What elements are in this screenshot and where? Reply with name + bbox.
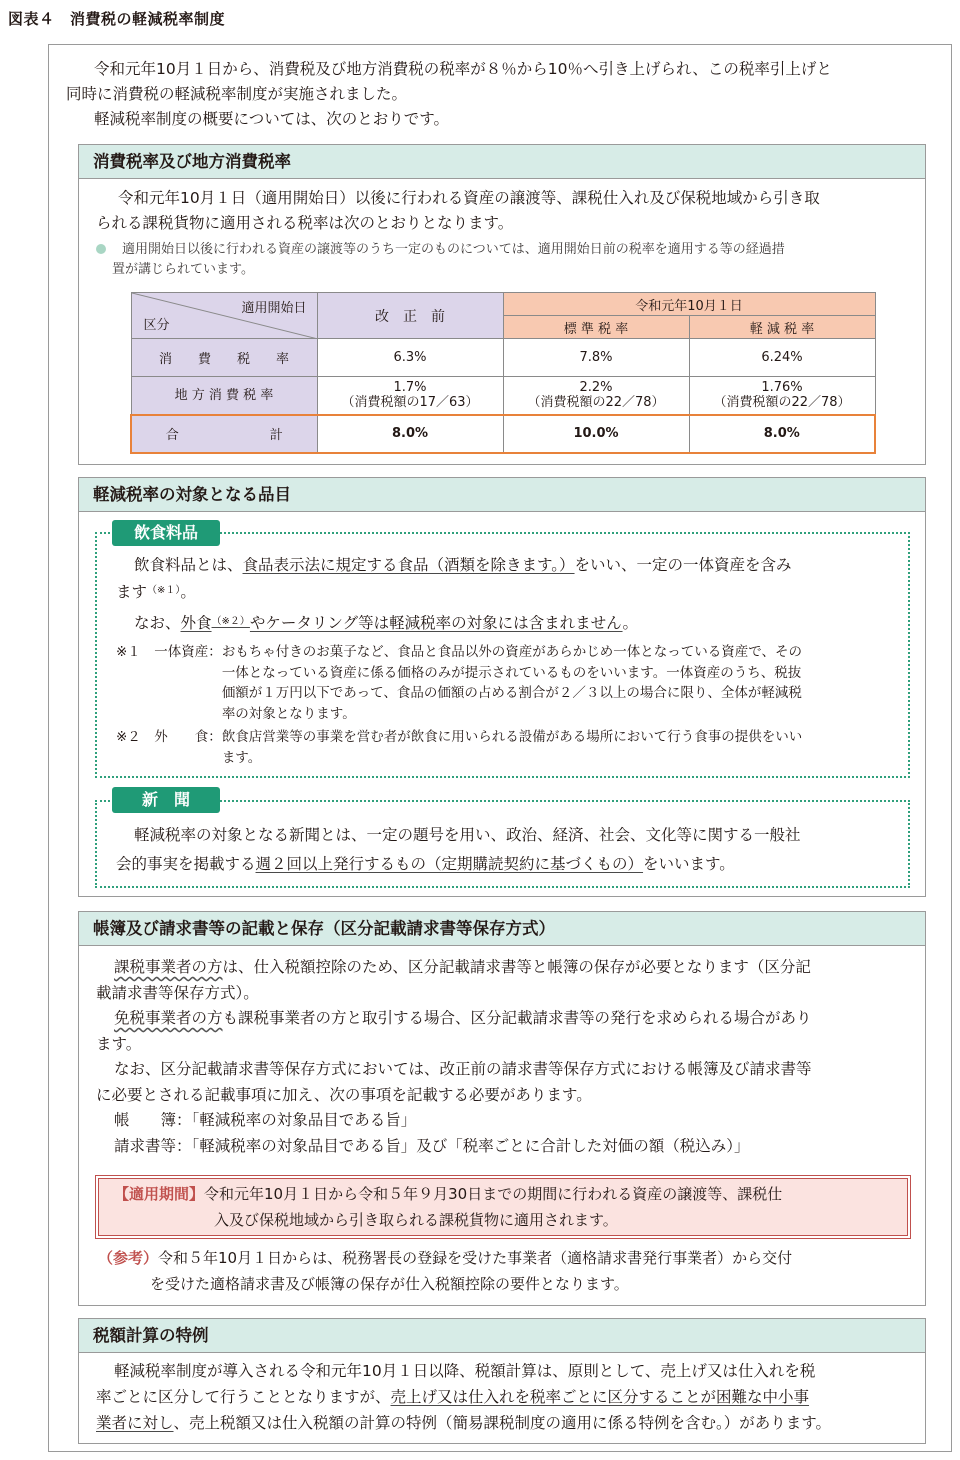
col-header-standard: 標 準 税 率 — [503, 316, 689, 339]
food-line-3 — [116, 609, 906, 636]
tax-calc-line-3 — [96, 1410, 921, 1436]
bookkeeping-line-1b: は、仕入税額控除のため、区分記載請求書等と帳簿の保存が必要となります（区分記 — [222, 958, 811, 976]
reference-note — [98, 1245, 918, 1297]
food-line-3-end: 。 — [622, 614, 639, 632]
bookkeeping-line-2: 載請求書等保存方式）。 — [96, 983, 259, 1002]
newspaper-line-2b: をいいます。 — [643, 855, 735, 873]
transition-note — [96, 240, 916, 280]
footnote-1-line: 率の対象となります。 — [221, 705, 356, 722]
period-label: 【適用期間】 — [114, 1185, 205, 1203]
footnote-1-line: 一体となっている資産に係る価格のみが提示されているものをいいます。一体資産のうち、税抜 — [221, 664, 802, 681]
footnote-ref-1: （※１） — [147, 585, 181, 596]
table-corner-cell — [131, 293, 317, 339]
section-bookkeeping-title: 帳簿及び請求書等の記載と保存（区分記載請求書等保存方式） — [79, 912, 925, 946]
food-line-2a: ます — [116, 583, 148, 601]
figure-title: 図表４ 消費税の軽減税率制度 — [8, 10, 226, 28]
tax-calc-line-2 — [96, 1384, 921, 1410]
row-label-consumption: 消 費 税 率 — [131, 339, 317, 377]
bookkeeping-line-books: 帳 簿：「軽減税率の対象品目である旨」 — [114, 1111, 417, 1129]
cell-local-reduced-sub: （消費税額の22／78） — [713, 395, 851, 411]
cell-total-reduced: 8.0% — [689, 415, 875, 453]
newspaper-tag: 新 聞 — [112, 787, 220, 813]
footnote-2-text — [222, 727, 803, 768]
food-line-2-end: 。 — [180, 583, 196, 601]
section-reduced-items-title: 軽減税率の対象となる品目 — [79, 478, 925, 512]
newspaper-paragraph — [116, 823, 906, 877]
bullet-icon — [96, 244, 106, 254]
bookkeeping-line-1 — [96, 955, 916, 981]
newspaper-line-2 — [116, 852, 906, 877]
section-tax-calc-title: 税額計算の特例 — [79, 1319, 925, 1353]
cell-local-before — [317, 377, 503, 415]
col-header-before: 改 正 前 — [317, 293, 503, 339]
cell-local-standard-sub: （消費税額の22／78） — [527, 395, 665, 411]
cell-local-before-sub: （消費税額の17／63） — [341, 395, 479, 411]
exempt-business-wavy: 免税事業者の方 — [114, 1009, 223, 1027]
period-line-1 — [114, 1181, 904, 1207]
food-tag: 飲食料品 — [112, 520, 220, 546]
catering-underlined: やケータリング等は軽減税率の対象には含まれません — [249, 614, 623, 632]
transition-note-line-2: 置が講じられています。 — [112, 262, 254, 277]
newspaper-line-2a: 会的事実を掲載する — [116, 855, 256, 873]
footnote-1-line: 価額が１万円以下であって、食品の価額の占める割合が２／３以上の場合に限り、全体が軽減税 — [221, 685, 802, 701]
footnote-2 — [116, 727, 906, 768]
section-tax-rates-body — [96, 186, 916, 236]
rates-body-line-2: られる課税貨物に適用される税率は次のとおりとなります。 — [96, 214, 514, 232]
dining-out-underlined: 外食 — [180, 614, 212, 632]
footnote-1-text — [222, 642, 802, 724]
transition-note-line-1: 適用開始日以後に行われる資産の譲渡等のうち一定のものについては、適用開始日前の税率を適用する等の経過措 — [122, 242, 785, 257]
rates-body-line-1: 令和元年10月１日（適用開始日）以後に行われる資産の譲渡等、課税仕入れ及び保税地域から引き取 — [118, 189, 820, 207]
reference-line-1 — [98, 1245, 918, 1271]
tax-rate-table — [130, 292, 876, 454]
tax-calc-paragraph — [96, 1358, 921, 1436]
bookkeeping-line-3b: も課税事業者の方と取引する場合、区分記載請求書等の発行を求められる場合があり — [222, 1009, 812, 1027]
food-paragraph — [116, 553, 906, 636]
cell-total-before: 8.0% — [317, 415, 503, 453]
intro-paragraph — [66, 57, 936, 132]
newspaper-line-1: 軽減税率の対象となる新聞とは、一定の題号を用い、政治、経済、社会、文化等に関する一般社 — [134, 826, 801, 844]
footnote-2-line: 飲食店営業等の事業を営む者が飲食に用いられる設備がある場所において行う食事の提供をいい — [221, 729, 803, 745]
food-line-1a: 飲食料品とは、 — [134, 556, 243, 574]
cell-local-reduced-value: 1.76% — [761, 380, 803, 396]
sme-underlined-1: 売上げ又は仕入れを税率ごとに区分することが困難な中小事 — [390, 1388, 810, 1406]
cell-consumption-standard: 7.8% — [503, 339, 689, 377]
tax-calc-line-1: 軽減税率制度が導入される令和元年10月１日以降、税額計算は、原則として、売上げ又は仕入れを税 — [114, 1362, 816, 1380]
intro-line-2: 同時に消費税の軽減税率制度が実施されました。 — [66, 85, 408, 103]
cell-consumption-reduced: 6.24% — [689, 339, 875, 377]
row-label-local: 地 方 消 費 税 率 — [131, 377, 317, 415]
col-header-after-group: 令和元年10月１日 — [503, 293, 875, 316]
footnote-2-label: ※２ 外 食： — [116, 729, 222, 745]
col-header-reduced: 軽 減 税 率 — [689, 316, 875, 339]
footnote-1-label: ※１ 一体資産： — [116, 644, 222, 660]
bookkeeping-paragraph — [96, 955, 916, 1159]
intro-line-1: 令和元年10月１日から、消費税及び地方消費税の税率が８％から10％へ引き上げられ、この税率引上げと — [94, 60, 832, 78]
taxable-business-wavy: 課税事業者の方 — [114, 958, 223, 976]
corner-bottom-label: 区分 — [143, 318, 170, 333]
reference-line-1-text: 令和５年10月１日からは、税務署長の登録を受けた事業者（適格請求書発行事業者）から交付 — [158, 1249, 793, 1267]
tax-calc-line-2a: 率ごとに区分して行うこととなりますが、 — [96, 1388, 391, 1406]
footnote-2-line: ます。 — [221, 749, 262, 766]
bookkeeping-line-4: ます。 — [96, 1034, 142, 1053]
corner-top-label: 適用開始日 — [241, 301, 307, 316]
cell-local-reduced — [689, 377, 875, 415]
reference-line-2: を受けた適格請求書及び帳簿の保存が仕入税額控除の要件となります。 — [150, 1275, 629, 1293]
section-tax-rates-title: 消費税率及び地方消費税率 — [79, 145, 925, 179]
cell-consumption-before: 6.3% — [317, 339, 503, 377]
sme-underlined-2: 業者に対し — [96, 1414, 174, 1432]
tax-calc-line-3b: 、売上税額又は仕入税額の計算の特例（簡易課税制度の適用に係る特例を含む。）があります。 — [173, 1414, 832, 1432]
footnote-1-line: おもちゃ付きのお菓子など、食品と食品以外の資産があらかじめ一体となっている資産で、その — [221, 644, 803, 660]
cell-local-standard — [503, 377, 689, 415]
food-line-3a: なお、 — [134, 614, 181, 632]
bookkeeping-line-6: に必要とされる記載事項に加え、次の事項を記載する必要があります。 — [96, 1085, 592, 1104]
bookkeeping-line-5: なお、区分記載請求書等保存方式においては、改正前の請求書等保存方式における帳簿及び請求書等 — [114, 1060, 812, 1078]
cell-local-before-value: 1.7% — [393, 380, 427, 396]
bookkeeping-line-3 — [96, 1006, 916, 1032]
food-definition-underlined: 食品表示法に規定する食品（酒類を除きます。） — [242, 556, 575, 574]
application-period-text — [114, 1181, 904, 1233]
intro-line-3: 軽減税率制度の概要については、次のとおりです。 — [94, 110, 449, 128]
row-label-total: 合 計 — [131, 415, 317, 453]
food-line-1 — [116, 553, 906, 578]
food-line-2 — [116, 578, 906, 605]
bookkeeping-line-invoices: 請求書等：「軽減税率の対象品目である旨」及び「税率ごとに合計した対価の額（税込み）」 — [114, 1136, 750, 1155]
reference-label: （参考） — [98, 1249, 159, 1267]
cell-local-standard-value: 2.2% — [579, 380, 613, 396]
footnote-ref-2: （※２） — [211, 616, 250, 627]
period-line-2: 入及び保税地域から引き取られる課税貨物に適用されます。 — [214, 1211, 618, 1229]
period-line-1-text: 令和元年10月１日から令和５年９月30日までの期間に行われる資産の譲渡等、課税仕 — [204, 1185, 783, 1203]
footnote-1 — [116, 642, 906, 724]
newspaper-criteria-underlined: 週２回以上発行するもの（定期購読契約に基づくもの） — [255, 855, 644, 873]
food-line-1b: をいい、一定の一体資産を含み — [574, 556, 792, 574]
cell-total-standard: 10.0% — [503, 415, 689, 453]
